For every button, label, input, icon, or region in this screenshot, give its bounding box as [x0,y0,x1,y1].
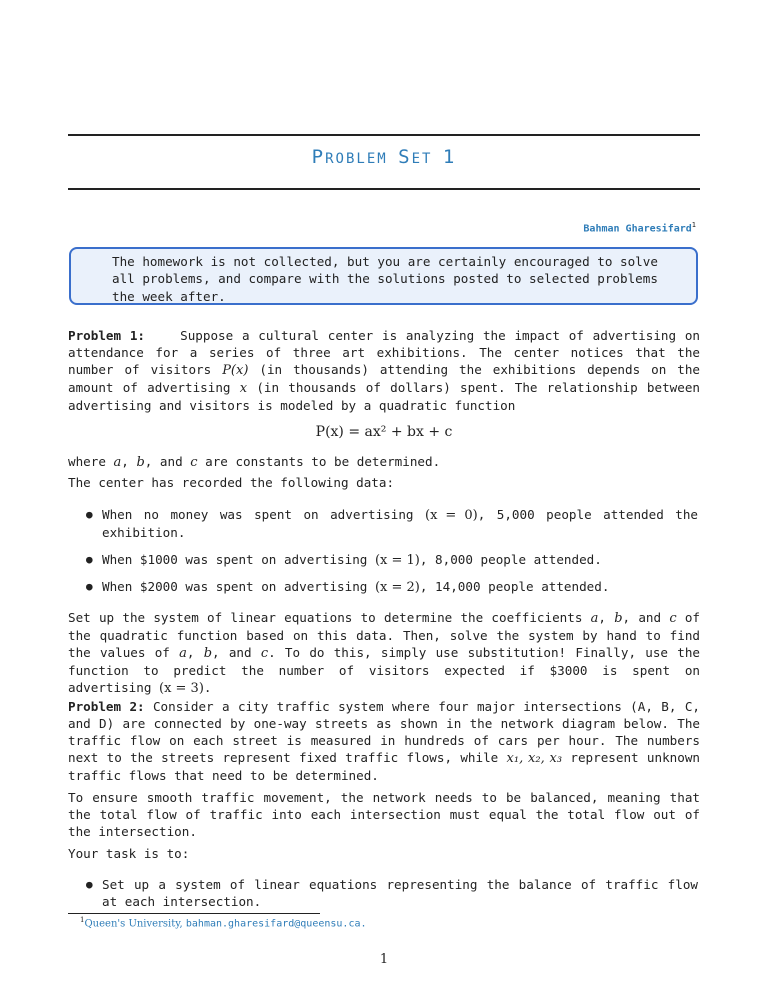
bullet-icon: ● [86,508,93,521]
email-link[interactable]: bahman.gharesifard@queensu.ca. [185,918,367,930]
quadratic-equation: P(x) = ax² + bx + c [315,424,453,440]
problem-2-balance: To ensure smooth traffic movement, the network needs to be balanced, meaning that the total flow of traffic into each intersection must equal the total flow out of the intersection. [68,790,700,839]
problem-2-intro: Problem 2: Consider a city traffic system where four major intersections (A, B, C, and D) are connected by one-way streets as shown in the network diagram below. The traffic flow on each street is measured in hundreds of cars per hour. The numbers next to the streets represent fixed traffic flows, while x₁, x₂, x₃ represent unknown traffic flows that need to be determined. [68,699,700,783]
homework-note-text: The homework is not collected, but you are certainly encouraged to solve all problems, and compare with the solutions posted to selected problems the week after. [112,254,658,304]
problem-1-recorded: The center has recorded the following data: [68,475,395,490]
bullet-icon: ● [86,580,93,593]
author-name: Bahman Gharesifard$^1$ [583,221,696,235]
list-item: ● When $1000 was spent on advertising (x = 1), 8,000 people attended. [86,552,602,568]
problem-1-label: Problem 1: [68,328,146,343]
footnote-rule [68,913,320,914]
footnote: $^1$Queen's University, bahman.gharesifard@queensu.ca. [80,916,367,930]
problem-2-task: Your task is to: [68,846,190,861]
problem-1-where: where a, b, and c are constants to be determined. [68,454,441,470]
bullet-icon: ● [86,553,93,566]
page-title: PROBLEM SET 1 [311,146,457,168]
list-item: ● Set up a system of linear equations representing the balance of traffic flow at each intersection. [86,877,698,909]
problem-1-setup: Set up the system of linear equations to determine the coefficients a, b, and c of the quadratic function based on this data. Then, solve the system by hand to find the values of a, b, and c. To do this, simply use substitution! Finally, use the function to predict the number of visitors expected if $3000 is spent on advertising (x = 3). [68,610,700,696]
problem-2-label: Problem 2: [68,699,145,714]
problem-1-intro: Problem 1: Suppose a cultural center is analyzing the impact of advertising on attendance for a series of three art exhibitions. The center notices that the number of visitors P(x) (in thousands) attending the exhibitions depends on the amount of advertising x (in thousands of dollars) spent. The relationship between advertising and visitors is modeled by a quadratic function [68,328,701,413]
homework-note-box [69,247,698,305]
page-number: 1 [379,952,389,967]
list-item: ● When no money was spent on advertising (x = 0), 5,000 people attended the exhibition. [86,507,699,540]
title-bottom-rule [68,188,700,190]
list-item: ● When $2000 was spent on advertising (x = 2), 14,000 people attended. [86,579,610,595]
top-rule [68,134,700,136]
bullet-icon: ● [86,878,93,891]
